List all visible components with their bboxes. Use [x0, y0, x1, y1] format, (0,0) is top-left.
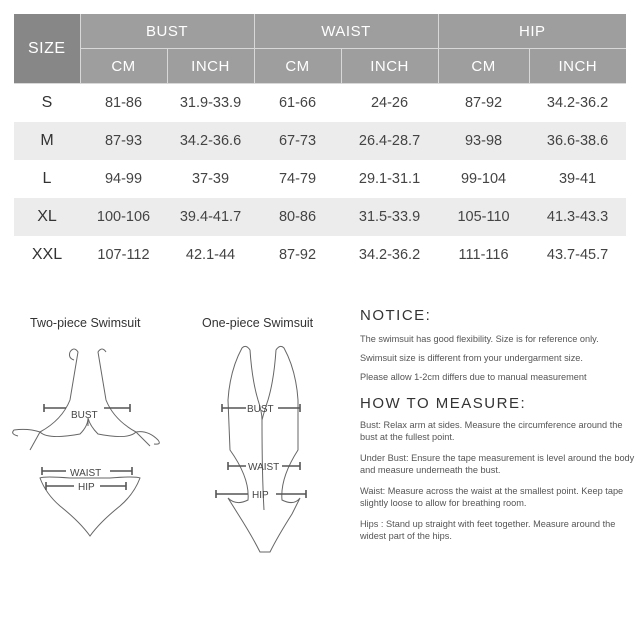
one-piece-title: One-piece Swimsuit: [202, 316, 314, 330]
table-cell: 99-104: [460, 171, 507, 187]
notice-line: The swimsuit has good flexibility. Size is for reference only.: [360, 334, 599, 344]
waist-label: WAIST: [70, 468, 102, 479]
table-cell: 34.2-36.2: [358, 247, 421, 263]
table-cell: 107-112: [97, 247, 150, 263]
table-cell: 93-98: [438, 122, 529, 160]
table-cell: 39-41: [558, 171, 597, 187]
howto-item: Waist: Measure across the waist at the smallest point. Keep tape slightly loose to allow for breathing room.: [360, 486, 624, 508]
table-cell: 87-93: [80, 122, 167, 160]
table-cell: 74-79: [278, 171, 317, 187]
measurement-diagrams: [0, 300, 350, 600]
one-piece-measure-lines: [216, 404, 306, 498]
table-cell: 67-73: [254, 122, 341, 160]
howto-item: Bust: Relax arm at sides. Measure the circumference around the bust at the fullest point.: [360, 420, 623, 442]
bust-label: BUST: [247, 404, 274, 415]
unit-header: INCH: [167, 49, 254, 84]
notice-section: [360, 307, 635, 542]
size-cell: S: [41, 94, 53, 111]
table-cell: 43.7-45.7: [546, 247, 609, 263]
size-cell: M: [14, 122, 80, 160]
size-cell: XXL: [31, 246, 63, 263]
table-cell: 26.4-28.7: [341, 122, 438, 160]
size-cell: L: [42, 170, 52, 187]
howto-item: Hips : Stand up straight with feet together. Measure around the widest part of the hips.: [360, 519, 616, 541]
size-column-header: SIZE: [14, 14, 80, 84]
table-cell: 24-26: [370, 95, 409, 111]
table-cell: 81-86: [104, 95, 143, 111]
table-cell: 105-110: [438, 198, 529, 236]
bust-label: BUST: [71, 410, 98, 421]
table-cell: 41.3-43.3: [529, 198, 626, 236]
size-cell: XL: [14, 198, 80, 236]
hip-group-header: HIP: [438, 14, 626, 49]
table-cell: 31.9-33.9: [179, 95, 242, 111]
table-cell: 87-92: [464, 95, 503, 111]
bikini-top-icon: [13, 349, 160, 450]
bust-group-header: BUST: [80, 14, 254, 49]
notice-line: Swimsuit size is different from your undergarment size.: [360, 353, 583, 363]
table-cell: 80-86: [254, 198, 341, 236]
table-cell: 31.5-33.9: [341, 198, 438, 236]
hip-label: HIP: [252, 490, 269, 501]
unit-header: CM: [80, 49, 167, 84]
unit-header: INCH: [341, 49, 438, 84]
table-cell: 34.2-36.2: [546, 95, 609, 111]
table-row: [14, 84, 626, 123]
table-row: [14, 198, 626, 236]
hip-label: HIP: [78, 482, 95, 493]
howto-title: HOW TO MEASURE:: [360, 395, 527, 412]
waist-label: WAIST: [248, 462, 280, 473]
table-cell: 61-66: [278, 95, 317, 111]
table-cell: 111-116: [458, 247, 509, 263]
table-cell: 100-106: [80, 198, 167, 236]
one-piece-swimsuit-icon: [228, 346, 300, 552]
two-piece-title: Two-piece Swimsuit: [30, 316, 141, 330]
table-row: [14, 122, 626, 160]
table-row: [14, 160, 626, 198]
table-row: [14, 236, 626, 274]
table-cell: 39.4-41.7: [167, 198, 254, 236]
table-cell: 36.6-38.6: [529, 122, 626, 160]
size-chart-table: [14, 14, 626, 274]
table-cell: 94-99: [104, 171, 143, 187]
waist-group-header: WAIST: [254, 14, 438, 49]
table-cell: 34.2-36.6: [167, 122, 254, 160]
table-cell: 37-39: [191, 171, 230, 187]
notice-title: NOTICE:: [360, 307, 432, 324]
table-cell: 29.1-31.1: [358, 171, 421, 187]
table-cell: 42.1-44: [185, 247, 236, 263]
swimsuit-diagram-svg: [0, 300, 350, 600]
unit-header: CM: [254, 49, 341, 84]
howto-item: Under Bust: Ensure the tape measurement is level around the body and measure underneath the bust.: [360, 453, 635, 475]
unit-header: INCH: [529, 49, 626, 84]
notice-line: Please allow 1-2cm differs due to manual measurement: [360, 372, 587, 382]
unit-header: CM: [438, 49, 529, 84]
table-cell: 87-92: [278, 247, 317, 263]
